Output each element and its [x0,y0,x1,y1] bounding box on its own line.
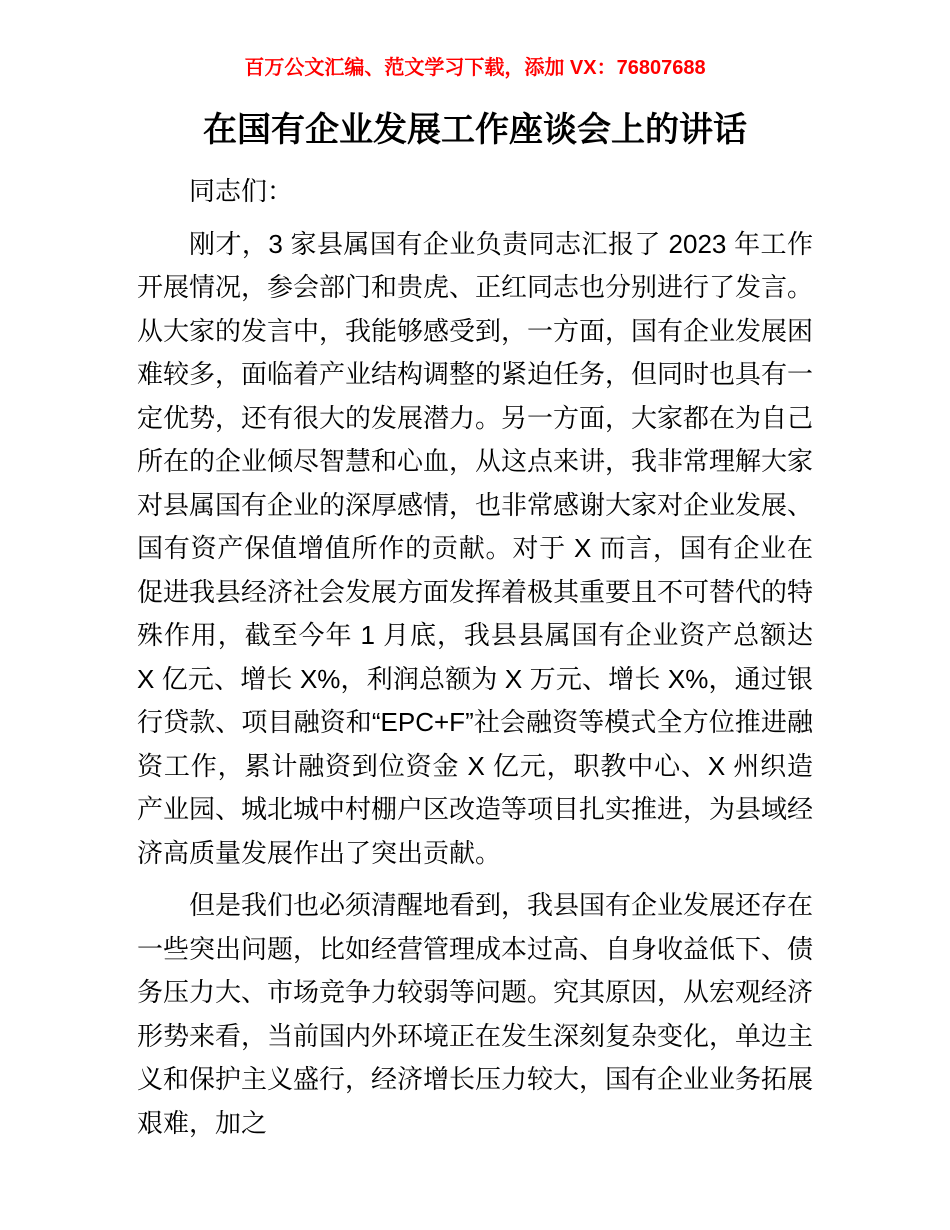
body-paragraph-1: 刚才，3 家县属国有企业负责同志汇报了 2023 年工作开展情况，参会部门和贵虎、正红同志也分别进行了发言。从大家的发言中，我能够感受到，一方面，国有企业发展困难较多，面临着产业结构调整的紧迫任务，但同时也具有一定优势，还有很大的发展潜力。另一方面，大家都在为自己所在的企业倾尽智慧和心血，从这点来讲，我非常理解大家对县属国有企业的深厚感情，也非常感谢大家对企业发展、国有资产保值增值所作的贡献。对于 X 而言，国有企业在促进我县经济社会发展方面发挥着极其重要且不可替代的特殊作用，截至今年 1 月底，我县县属国有企业资产总额达 X 亿元、增长 X%，利润总额为 X 万元、增长 X%，通过银行贷款、项目融资和“EPC+F”社会融资等模式全方位推进融资工作，累计融资到位资金 X 亿元，职教中心、X 州织造产业园、城北城中村棚户区改造等项目扎实推进，为县域经济高质量发展作出了突出贡献。 [137,228,814,868]
document-body [0,170,950,1145]
salutation-paragraph: 同志们： [189,176,294,206]
document-title: 在国有企业发展工作座谈会上的讲话 [203,111,747,149]
promo-notice: 百万公文汇编、范文学习下载，添加 VX：76807688 [244,57,706,79]
body-paragraph-2: 但是我们也必须清醒地看到，我县国有企业发展还存在一些突出问题，比如经营管理成本过高、自身收益低下、债务压力大、市场竞争力较弱等问题。究其原因，从宏观经济形势来看，当前国内外环境正在发生深刻复杂变化，单边主义和保护主义盛行，经济增长压力较大，国有企业业务拓展艰难，加之 [137,890,814,1138]
